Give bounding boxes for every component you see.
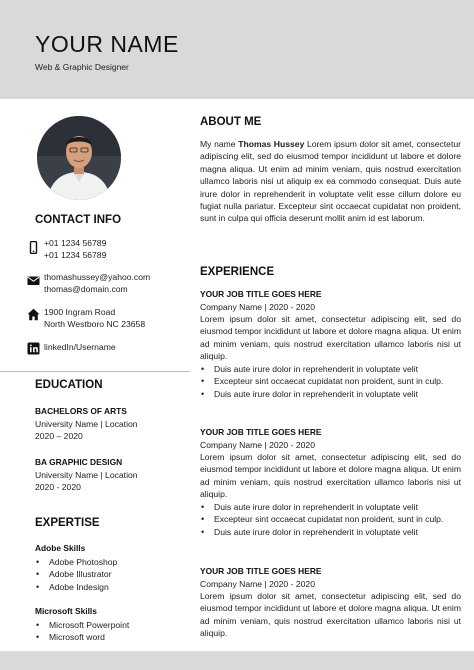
job-desc-2: Lorem ipsum dolor sit amet, consectetur adipiscing elit, sed do eiusmod tempor incididunt ut labore et dolore magna aliqua. Ut enim ad minim veniam, quis nostrud exercitation ullamco laboris nisi ut aliquip. — [200, 452, 461, 500]
email-1[interactable]: thomashussey@yahoo.com — [44, 272, 151, 282]
adobe-skills-list — [35, 556, 117, 593]
job-title-1: YOUR JOB TITLE GOES HERE — [200, 289, 322, 299]
header-band — [0, 0, 474, 99]
contact-heading: CONTACT INFO — [35, 214, 122, 226]
skill-group-adobe: Adobe Skills — [35, 543, 86, 553]
list-item: • Duis aute irure dolor in reprehenderit in voluptate velit — [200, 526, 443, 538]
education-school-2: University Name | Location — [35, 470, 138, 480]
job-company-1: Company Name | 2020 - 2020 — [200, 302, 315, 312]
profile-photo — [37, 116, 121, 200]
phone-2: +01 1234 56789 — [44, 250, 107, 260]
resume-name: YOUR NAME — [35, 31, 179, 57]
list-item: • Duis aute irure dolor in reprehenderit in voluptate velit — [200, 388, 443, 400]
email-2[interactable]: thomas@domain.com — [44, 284, 128, 294]
skill-group-microsoft: Microsoft Skills — [35, 606, 97, 616]
mail-icon — [27, 274, 40, 287]
list-item: • Microsoft word — [35, 631, 129, 643]
phone-1: +01 1234 56789 — [44, 238, 107, 248]
about-name: Thomas Hussey — [238, 139, 305, 149]
resume-role: Web & Graphic Designer — [35, 62, 129, 72]
address-line-2: North Westboro NC 23658 — [44, 319, 146, 329]
about-body: Lorem ipsum dolor sit amet, consectetur adipiscing elit, sed do eiusmod tempor incididunt ut labore et dolore magna aliqua. Ut enim ad minim veniam, quis nostrud exercitation ullamco laboris nisi ut aliquip ex ea commodo consequat. Duis aute irure dolor in reprehenderit in voluptate velit esse cillum dolore eu fugiat nulla pariatur. Excepteur sint occaecat cupidatat non proident, sunt in culpa qui officia deserunt mollit anim id est laborum. — [200, 139, 461, 224]
list-item: • Duis aute irure dolor in reprehenderit in voluptate velit — [200, 363, 443, 375]
list-item: • Duis aute irure dolor in reprehenderit in voluptate velit — [200, 501, 443, 513]
job-desc-1: Lorem ipsum dolor sit amet, consectetur adipiscing elit, sed do eiusmod tempor incididunt ut labore et dolore magna aliqua. Ut enim ad minim veniam, quis nostrud exercitation ullamco laboris nisi ut aliquip. — [200, 314, 461, 362]
list-item: • Excepteur sint occaecat cupidatat non proident, sunt in culp. — [200, 375, 443, 387]
education-school-1: University Name | Location — [35, 419, 138, 429]
education-years-1: 2020 – 2020 — [35, 431, 83, 441]
footer-band — [0, 651, 474, 670]
microsoft-skills-list — [35, 619, 129, 644]
list-item: • Microsoft Powerpoint — [35, 619, 129, 631]
job-bullets-2 — [200, 501, 443, 538]
sidebar-divider — [0, 371, 190, 372]
job-title-2: YOUR JOB TITLE GOES HERE — [200, 427, 322, 437]
linkedin-icon — [27, 342, 40, 355]
list-item: • Adobe Illustrator — [35, 568, 117, 580]
linkedin-username[interactable]: linkedIn/Username — [44, 342, 116, 352]
home-icon — [27, 308, 40, 321]
job-title-3: YOUR JOB TITLE GOES HERE — [200, 566, 322, 576]
address-line-1: 1900 Ingram Road — [44, 307, 116, 317]
job-company-3: Company Name | 2020 - 2020 — [200, 579, 315, 589]
job-bullets-1 — [200, 363, 443, 400]
list-item: • Excepteur sint occaecat cupidatat non proident, sunt in culp. — [200, 513, 443, 525]
expertise-heading: EXPERTISE — [35, 517, 100, 529]
about-prefix: My name — [200, 139, 239, 149]
education-degree-1: BACHELORS OF ARTS — [35, 406, 127, 416]
education-years-2: 2020 - 2020 — [35, 482, 81, 492]
education-heading: EDUCATION — [35, 379, 103, 391]
education-degree-2: BA GRAPHIC DESIGN — [35, 457, 123, 467]
list-item: • Adobe Photoshop — [35, 556, 117, 568]
experience-heading: EXPERIENCE — [200, 266, 275, 278]
list-item: • Adobe Indesign — [35, 581, 117, 593]
phone-icon — [27, 241, 40, 254]
about-heading: ABOUT ME — [200, 116, 262, 128]
job-company-2: Company Name | 2020 - 2020 — [200, 440, 315, 450]
about-text — [200, 138, 461, 225]
job-desc-3: Lorem ipsum dolor sit amet, consectetur adipiscing elit, sed do eiusmod tempor incididunt ut labore et dolore magna aliqua. Ut enim ad minim veniam, quis nostrud exercitation ullamco laboris nisi ut aliquip. — [200, 591, 461, 639]
